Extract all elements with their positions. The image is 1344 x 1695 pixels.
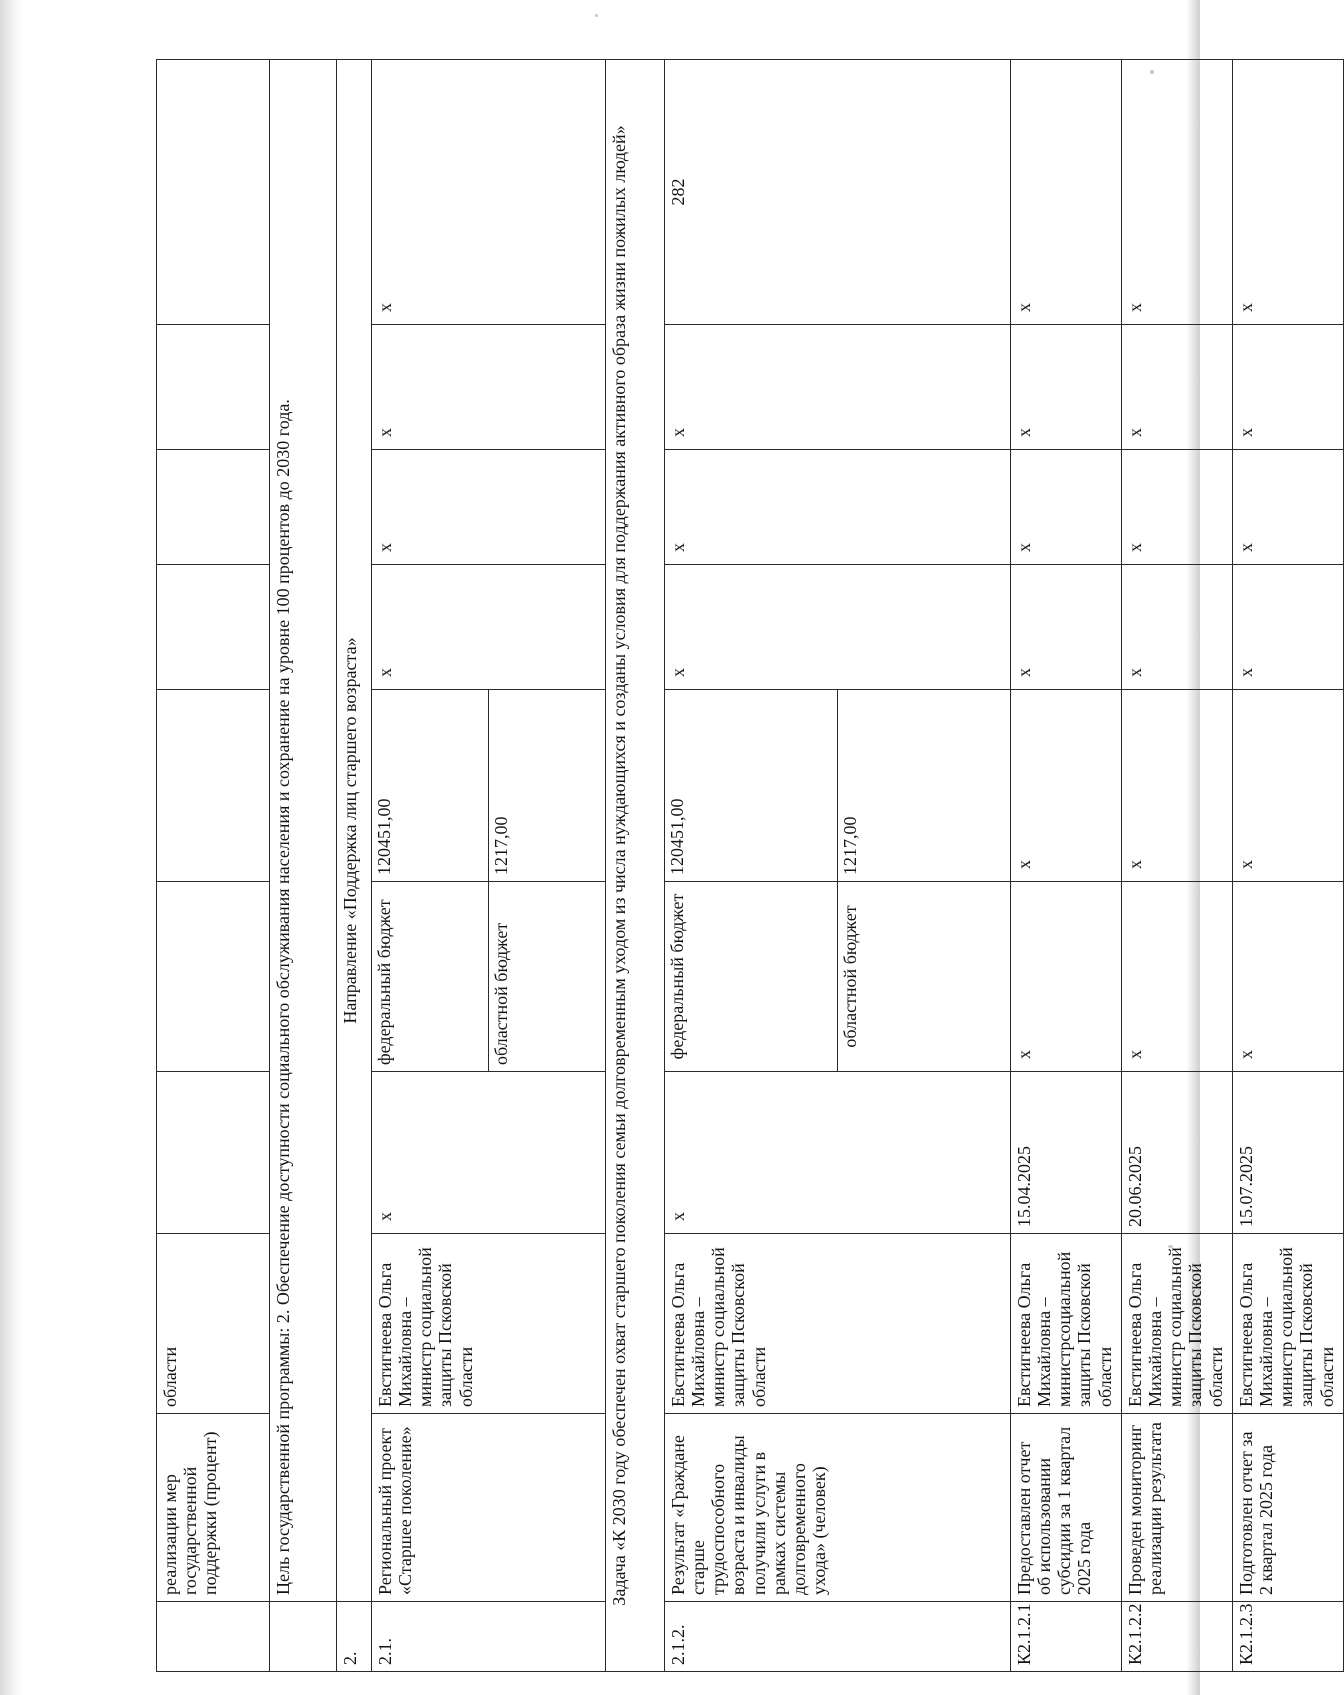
project-budget-source-split (372, 882, 605, 1071)
table-row-header-continuation (157, 60, 270, 1672)
amount-regional: 1217,00 (840, 816, 860, 875)
event-name: Проведен мониторинг реализации результата (1122, 1414, 1233, 1602)
event-date: 15.07.2025 (1233, 1072, 1344, 1234)
project-col8: х (372, 450, 606, 565)
event-col8: х (1233, 450, 1344, 565)
cell-empty (157, 882, 270, 1072)
event-responsible: Евстигнеева Ольга Михайловна – министр социальной защиты Псковской области (1122, 1234, 1233, 1414)
cell-empty (157, 60, 270, 325)
direction-number: 2. (337, 1602, 372, 1672)
program-table (156, 59, 1344, 1672)
result-col7: х (665, 565, 1011, 690)
event-col10: х (1233, 60, 1344, 325)
table-row-event (1122, 60, 1233, 1672)
event-date: 20.06.2025 (1122, 1072, 1233, 1234)
result-budget-amount (665, 690, 1011, 882)
header-region-text: области (157, 1234, 270, 1414)
scan-edge-left (0, 0, 22, 1695)
project-number: 2.1. (372, 1602, 606, 1672)
table-row-project (372, 60, 606, 1672)
event-col9: х (1122, 325, 1233, 450)
project-responsible: Евстигнеева Ольга Михайловна – министр социальной защиты Псковской области (372, 1234, 606, 1414)
result-col9: х (665, 325, 1011, 450)
result-date: х (665, 1072, 1011, 1234)
event-date: 15.04.2025 (1011, 1072, 1122, 1234)
project-col7: х (372, 565, 606, 690)
table-row-result (665, 60, 1011, 1672)
event-number: К2.1.2.2 (1122, 1602, 1233, 1672)
event-col10: х (1122, 60, 1233, 325)
budget-regional-label: областной бюджет (491, 922, 511, 1065)
project-name: Региональный проект «Старшее поколение» (372, 1414, 606, 1602)
event-name: Подготовлен отчет за 2 квартал 2025 года (1233, 1414, 1344, 1602)
event-col5: х (1233, 882, 1344, 1072)
cell-empty (157, 325, 270, 450)
direction-title: Направление «Поддержка лиц старшего возраста» (337, 60, 372, 1602)
event-col9: х (1011, 325, 1122, 450)
cell-empty (157, 450, 270, 565)
event-col10: х (1011, 60, 1122, 325)
result-responsible: Евстигнеева Ольга Михайловна – министр социальной защиты Псковской области (665, 1234, 1011, 1414)
project-budget-source (372, 882, 606, 1072)
event-col7: х (1011, 565, 1122, 690)
project-budget-amount (372, 690, 606, 882)
event-col5: х (1122, 882, 1233, 1072)
budget-regional-label: областной бюджет (840, 905, 860, 1048)
header-indicator-text: реализации мер государственной поддержки (процент) (157, 1414, 270, 1602)
cell-empty (157, 1072, 270, 1234)
result-col8: х (665, 450, 1011, 565)
amount-federal: 120451,00 (665, 690, 838, 881)
cell-empty (157, 690, 270, 882)
scan-speck (595, 14, 598, 17)
event-col8: х (1011, 450, 1122, 565)
event-col7: х (1233, 565, 1344, 690)
budget-federal-label: федеральный бюджет (665, 882, 838, 1071)
table-row-direction (337, 60, 372, 1672)
result-name: Результат «Граждане старше трудоспособного возраста и инвалиды получили услуги в рамках системы долговременного ухода» (человек) (665, 1414, 1011, 1602)
table-row-event (1233, 60, 1344, 1672)
event-col9: х (1233, 325, 1344, 450)
event-number: К2.1.2.1 (1011, 1602, 1122, 1672)
result-budget-amount-split (665, 690, 1010, 881)
cell-empty (270, 1602, 337, 1672)
result-target-value: 282 (665, 60, 1011, 325)
event-name: Предоставлен отчет об использовании субсидии за 1 квартал 2025 года (1011, 1414, 1122, 1602)
project-date: х (372, 1072, 606, 1234)
result-number: 2.1.2. (665, 1602, 1011, 1672)
amount-regional: 1217,00 (491, 816, 511, 875)
event-responsible: Евстигнеева Ольга Михайловна – министрсоциальной защиты Псковской области (1011, 1234, 1122, 1414)
project-budget-amount-split (372, 690, 605, 881)
event-responsible: Евстигнеева Ольга Михайловна – министр социальной защиты Псковской области (1233, 1234, 1344, 1414)
rotated-page (156, 60, 1337, 1672)
event-col6: х (1233, 690, 1344, 882)
cell-empty (157, 565, 270, 690)
event-col5: х (1011, 882, 1122, 1072)
table-row-event (1011, 60, 1122, 1672)
task-text: Задача «К 2030 году обеспечен охват старшего поколения семьи долговременным уходом из числа нуждающихся и созданы условия для поддержания активного образа жизни пожилых людей» (606, 60, 665, 1672)
result-budget-source-split (665, 882, 1010, 1071)
event-col8: х (1122, 450, 1233, 565)
budget-federal-label: федеральный бюджет (372, 882, 489, 1071)
table-row-goal (270, 60, 337, 1672)
program-goal-text: Цель государственной программы: 2. Обеспечение доступности социального обслуживания населения и сохранение на уровне 100 процентов до 2030 года. (270, 60, 337, 1602)
result-budget-source (665, 882, 1011, 1072)
event-col6: х (1122, 690, 1233, 882)
cell-empty (157, 1602, 270, 1672)
amount-federal: 120451,00 (372, 690, 489, 881)
event-col6: х (1011, 690, 1122, 882)
event-number: К2.1.2.3 (1233, 1602, 1344, 1672)
project-col9: х (372, 325, 606, 450)
event-col7: х (1122, 565, 1233, 690)
project-col10: х (372, 60, 606, 325)
table-row-task (606, 60, 665, 1672)
